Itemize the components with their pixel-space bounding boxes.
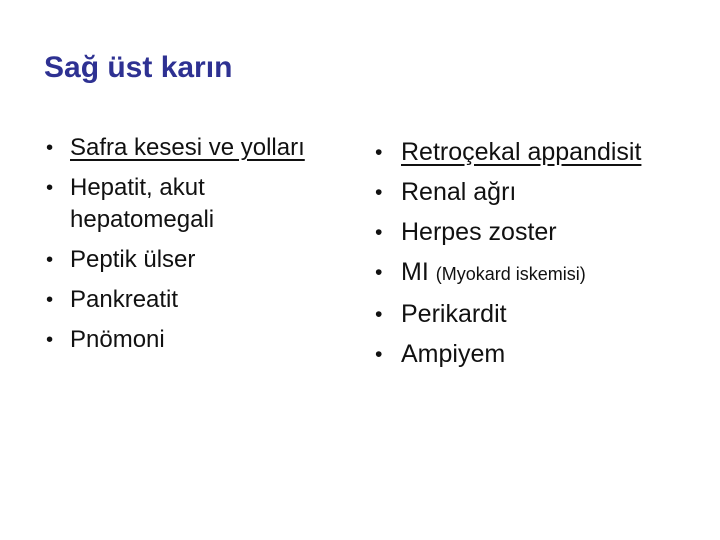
slide-title: Sağ üst karın [44, 51, 233, 84]
list-item-note: (Myokard iskemisi) [435, 264, 586, 284]
list-item [375, 132, 705, 172]
list-item [44, 172, 364, 236]
left-bullet-list [44, 132, 364, 364]
bullet-icon: • [46, 137, 54, 159]
bullet-icon: • [46, 249, 54, 271]
list-item [44, 284, 364, 316]
list-item [375, 212, 705, 252]
bullet-icon: • [46, 177, 54, 199]
list-item-text: Perikardit [401, 300, 507, 328]
list-item-text: Pankreatit [70, 286, 179, 313]
list-item-text: Retroçekal appandisit [401, 138, 642, 166]
list-item-text-continuation: hepatomegali [70, 206, 215, 233]
list-item-text: Renal ağrı [401, 178, 517, 206]
list-item [375, 252, 705, 294]
list-item [44, 244, 364, 276]
list-item [44, 132, 364, 164]
right-bullet-list [375, 132, 705, 374]
list-item-text: Ampiyem [401, 340, 506, 368]
list-item-text: Hepatit, akut [70, 174, 205, 201]
list-item [375, 294, 705, 334]
list-item [44, 324, 364, 356]
list-item-text: Safra kesesi ve yolları [70, 134, 305, 161]
list-item-text: Peptik ülser [70, 246, 196, 273]
bullet-icon: • [375, 180, 383, 204]
bullet-icon: • [375, 260, 383, 284]
bullet-icon: • [375, 342, 383, 366]
list-item [375, 334, 705, 374]
list-item-text: Herpes zoster [401, 218, 557, 246]
bullet-icon: • [46, 329, 54, 351]
bullet-icon: • [375, 220, 383, 244]
list-item [375, 172, 705, 212]
list-item-text: MI [401, 258, 429, 286]
bullet-icon: • [375, 302, 383, 326]
list-item-text: Pnömoni [70, 326, 165, 353]
bullet-icon: • [375, 140, 383, 164]
bullet-icon: • [46, 289, 54, 311]
